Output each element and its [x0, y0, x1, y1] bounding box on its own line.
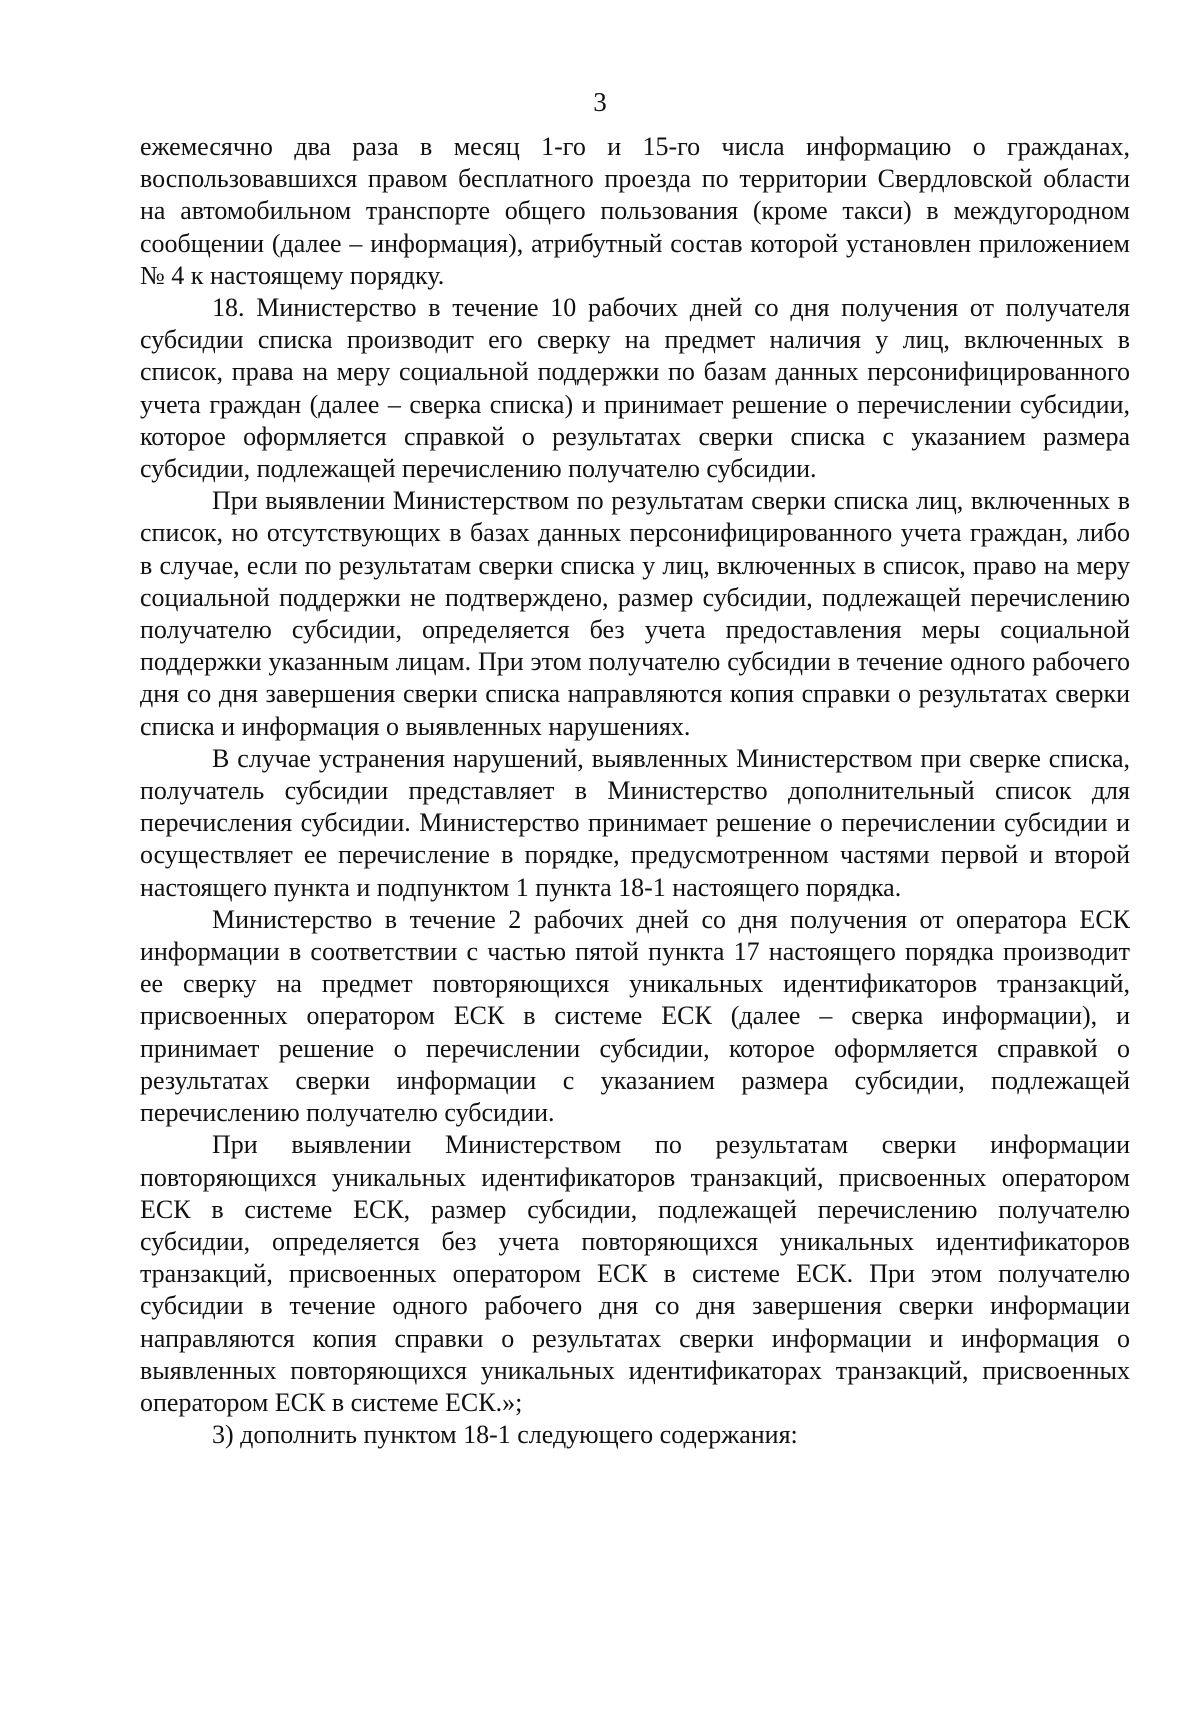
paragraph-item-18-part-2: При выявлении Министерством по результатам сверки списка лиц, включенных в список, но отсутствующих в базах данных персонифицированного учета граждан, либо в случае, если по результатам сверки списка у лиц, включенных в список, право на меру социальной поддержки не подтверждено, размер субсидии, подлежащей перечислению получателю субсидии, определяется без учета предоставления меры социальной поддержки указанным лицам. При этом получателю субсидии в течение одного рабочего дня со дня завершения сверки списка направляются копия справки о результатах сверки списка и информация о выявленных нарушениях. [140, 486, 1130, 741]
paragraph-item-18-part-5: При выявлении Министерством по результатам сверки информации повторяющихся уникальных идентификаторов транзакций, присвоенных оператором ЕСК в системе ЕСК, размер субсидии, подлежащей перечислению получателю субсидии, определяется без учета повторяющихся уникальных идентификаторов транзакций, присвоенных оператором ЕСК в системе ЕСК. При этом получателю субсидии в течение одного рабочего дня со дня завершения сверки информации направляются копия справки о результатах сверки информации и информация о выявленных повторяющихся уникальных идентификаторах транзакций, присвоенных оператором ЕСК в системе ЕСК.»; [140, 1130, 1130, 1417]
paragraph-continuation: ежемесячно два раза в месяц 1-го и 15-го числа информацию о гражданах, воспользовавшихся правом бесплатного проезда по территории Свердловской области на автомобильном транспорте общего пользования (кроме такси) в междугородном сообщении (далее – информация), атрибутный состав которой установлен приложением № 4 к настоящему порядку. [140, 132, 1130, 290]
paragraph-item-18-part-4: Министерство в течение 2 рабочих дней со дня получения от оператора ЕСК информации в соответствии с частью пятой пункта 17 настоящего порядка производит ее сверку на предмет повторяющихся уникальных идентификаторов транзакций, присвоенных оператором ЕСК в системе ЕСК (далее – сверка информации), и принимает решение о перечислении субсидии, которое оформляется справкой о результатах сверки информации с указанием размера субсидии, подлежащей перечислению получателю субсидии. [140, 904, 1130, 1128]
paragraph-item-18: 18. Министерство в течение 10 рабочих дней со дня получения от получателя субсидии списка производит его сверку на предмет наличия у лиц, включенных в список, права на меру социальной поддержки по базам данных персонифицированного учета граждан (далее – сверка списка) и принимает решение о перечислении субсидии, которое оформляется справкой о результатах сверки списка с указанием размера субсидии, подлежащей перечислению получателю субсидии. [140, 293, 1130, 484]
document-body [140, 131, 1130, 1451]
page-number: 3 [593, 87, 607, 117]
paragraph-item-3: 3) дополнить пунктом 18-1 следующего содержания: [212, 1420, 798, 1450]
paragraph-item-18-part-3: В случае устранения нарушений, выявленных Министерством при сверке списка, получатель субсидии представляет в Министерство дополнительный список для перечисления субсидии. Министерство принимает решение о перечислении субсидии и осуществляет ее перечисление в порядке, предусмотренном частями первой и второй настоящего пункта и подпунктом 1 пункта 18-1 настоящего порядка. [140, 743, 1130, 902]
